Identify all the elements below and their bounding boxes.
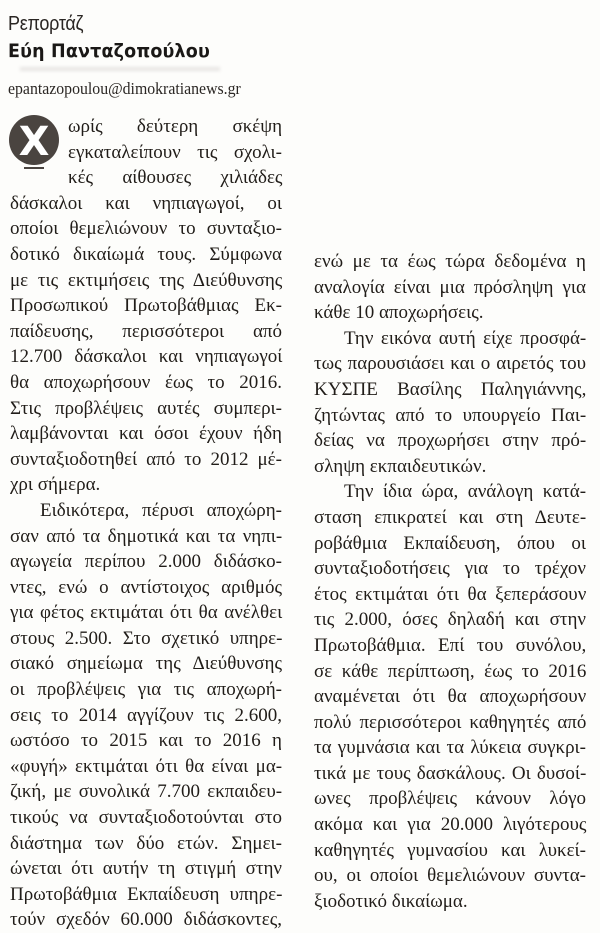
section-kicker: Ρεπορτάζ bbox=[8, 13, 84, 35]
text-line: αγωγεία περίπου 2.000 διδάσκο- bbox=[10, 551, 282, 573]
text-line: σαν από τα δημοτικά και τα νηπι- bbox=[10, 525, 283, 547]
text-line: έτος εκτιμάται ότι θα ξεπεράσουν bbox=[314, 583, 587, 605]
text-line: Την ίδια ώρα, ανάλογη κατά- bbox=[344, 481, 587, 503]
article-column-left bbox=[10, 114, 282, 933]
text-line: στους 2.500. Στο σχετικό υπηρε- bbox=[10, 627, 283, 649]
article-column-right bbox=[314, 249, 586, 914]
drop-cap-letter: Χ bbox=[18, 119, 50, 165]
text-line: δάσκαλοι και νηπιαγωγοί, οι bbox=[10, 192, 282, 214]
text-line: χρι σήμερα. bbox=[10, 474, 101, 496]
text-line: συνταξιοδοτήσεις για το τρέχον bbox=[314, 558, 586, 580]
text-line: δοτικό δικαίωμά τους. Σύμφωνα bbox=[10, 243, 282, 265]
text-line: σληψη εκπαιδευτικών. bbox=[314, 455, 487, 477]
byline-underline-shadow bbox=[20, 67, 220, 71]
author-byline: Εύη Πανταζοπούλου bbox=[8, 40, 210, 62]
text-line: Την εικόνα αυτή είχε προσφά- bbox=[344, 327, 587, 349]
text-line: ώνεται ότι αυτήν τη στιγμή στην bbox=[10, 858, 282, 880]
text-line: τικά με τους δασκάλους. Οι δυσοί- bbox=[314, 762, 587, 784]
text-line: Πρωτοβάθμια Εκπαίδευση υπηρε- bbox=[10, 883, 283, 905]
text-line: Στις προβλέψεις αυτές συμπερι- bbox=[10, 397, 282, 419]
text-line: οποίοι θεμελιώνουν το συνταξιο- bbox=[10, 218, 282, 240]
text-line: κάθε 10 αποχωρήσεις. bbox=[314, 302, 484, 324]
text-line: λαμβάνονται και όσοι έχουν ήδη bbox=[10, 423, 282, 445]
text-line: πολύ περισσότεροι καθηγητές από bbox=[314, 711, 587, 733]
text-line: αναλογία είναι μια πρόσληψη για bbox=[314, 276, 586, 298]
text-line: τα γυμνάσια και τα λύκεια συγκρι- bbox=[314, 737, 586, 759]
text-line: με τις εκτιμήσεις της Διεύθυνσης bbox=[10, 269, 283, 291]
text-line: ζική, με συνολικά 7.700 εκπαιδευ- bbox=[10, 781, 283, 803]
text-line: παίδευσης, περισσότεροι από bbox=[10, 320, 282, 342]
author-email: epantazopoulou@dimokratianews.gr bbox=[8, 79, 241, 98]
text-line: αναμένεται ότι θα αποχωρήσουν bbox=[314, 686, 587, 708]
text-line: σε κάθε περίπτωση, έως το 2016 bbox=[314, 660, 587, 682]
text-line: Ειδικότερα, πέρυσι αποχώρη- bbox=[40, 499, 282, 521]
text-line: ακόμα και για 20.000 λιγότερους bbox=[314, 814, 587, 836]
text-line: ου, οι οποίοι θεμελιώνουν συντα- bbox=[314, 865, 586, 887]
text-line: τικούς να συνταξιοδοτούνται στο bbox=[10, 807, 282, 829]
text-line: εγκαταλείπουν τις σχολι- bbox=[68, 141, 282, 163]
text-line: ωστόσο το 2015 και το 2016 η bbox=[10, 730, 282, 752]
text-line: ζητώντας από το υπουργείο Παι- bbox=[314, 404, 587, 426]
text-line: τως παρουσιάσει και ο αιρετός του bbox=[314, 353, 586, 375]
text-line: συνταξιοδοτηθεί από το 2012 μέ- bbox=[10, 448, 282, 470]
text-line: καθηγητές γυμνασίου και λυκεί- bbox=[314, 839, 586, 861]
text-line: σταση επικρατεί και στη Δευτε- bbox=[314, 506, 587, 528]
text-line: ΚΥΣΠΕ Βασίλης Παληγιάννης, bbox=[314, 378, 587, 400]
text-line: ωνες προβλέψεις κάνουν λόγο bbox=[314, 788, 586, 810]
text-line: ροβάθμια Εκπαίδευση, όπου οι bbox=[314, 532, 586, 554]
text-line: «φυγή» εκτιμάται ότι θα είναι μα- bbox=[10, 755, 283, 777]
text-line: Πρωτοβάθμια. Επί του συνόλου, bbox=[314, 634, 587, 656]
text-line: σιακό σημείωμα της Διεύθυνσης bbox=[10, 653, 282, 675]
text-line: 12.700 δάσκαλοι και νηπιαγωγοί bbox=[10, 346, 283, 368]
text-line: Προσωπικού Πρωτοβάθμιας Εκ- bbox=[10, 295, 282, 317]
text-line: τις 2.000, όσες δηλαδή και στην bbox=[314, 609, 586, 631]
text-line: θα αποχωρήσουν έως το 2016. bbox=[10, 371, 282, 393]
text-line: σεις το 2014 αγγίζουν τις 2.600, bbox=[10, 704, 283, 726]
text-line: τούν σχεδόν 60.000 διδάσκοντες, bbox=[10, 909, 282, 931]
text-line: για φέτος εκτιμάται ότι θα ανέλθει bbox=[10, 602, 283, 624]
text-line: ενώ με τα έως τώρα δεδομένα η bbox=[314, 251, 586, 272]
text-line: δείας να προχωρήσει στην πρό- bbox=[314, 430, 587, 452]
text-line: ξιοδοτικό δικαίωμα. bbox=[314, 890, 468, 912]
text-line: διάστημα των δύο ετών. Σημει- bbox=[10, 832, 282, 854]
text-line: οι προβλέψεις για τις αποχωρή- bbox=[10, 679, 282, 701]
text-line: κές αίθουσες χιλιάδες bbox=[68, 167, 283, 189]
text-line: ντες, ενώ ο αντίστοιχος αριθμός bbox=[10, 576, 282, 598]
text-line: ωρίς δεύτερη σκέψη bbox=[68, 116, 283, 137]
